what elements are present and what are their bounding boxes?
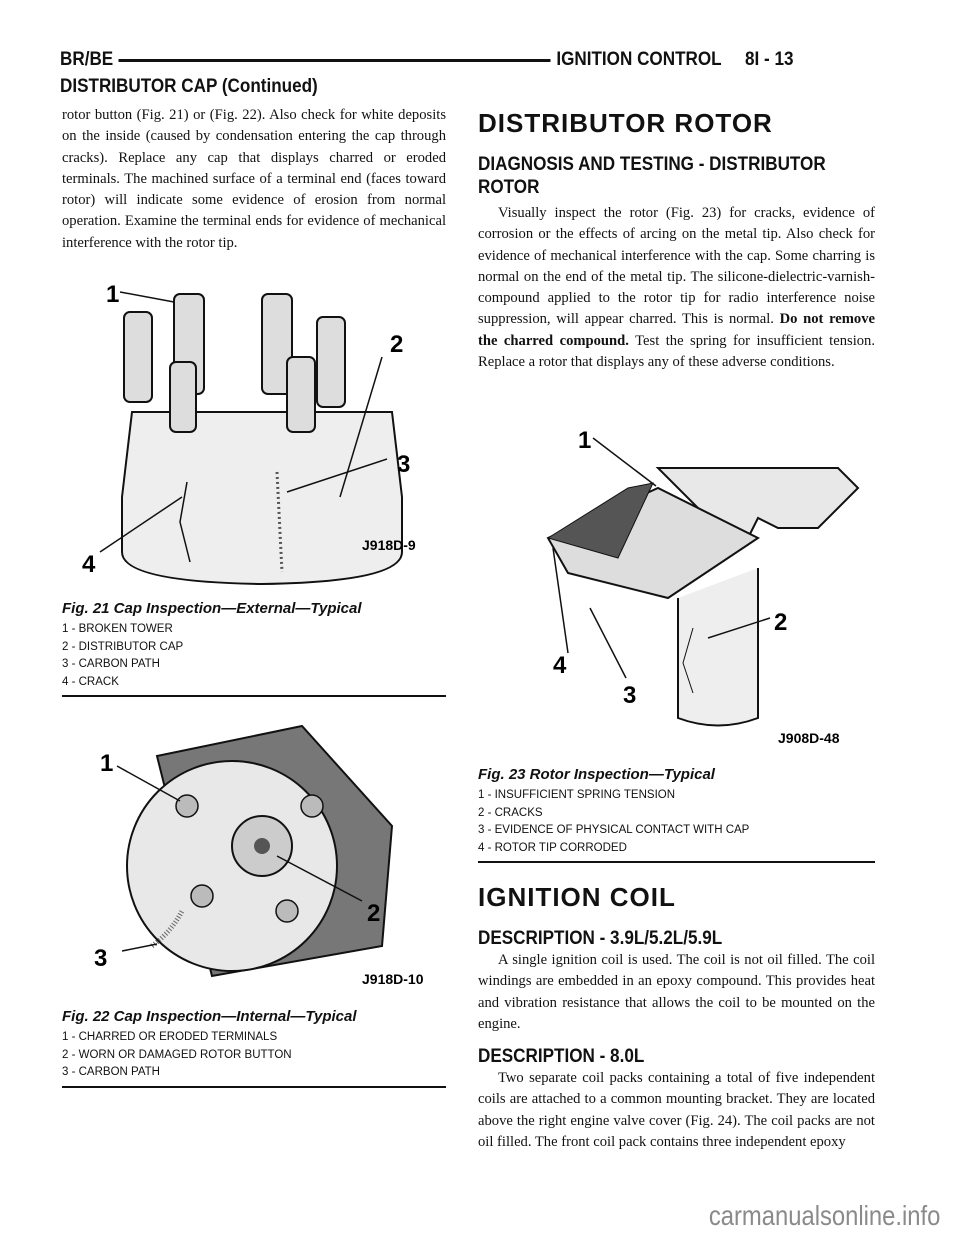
- figure-legend: [478, 787, 875, 857]
- callout-1: 1: [106, 281, 120, 308]
- figure-caption: Fig. 21 Cap Inspection—External—Typical: [62, 600, 362, 617]
- callout-2: 2: [774, 609, 788, 636]
- rotor-paragraph: [478, 203, 875, 373]
- page-header: [60, 48, 794, 72]
- callout-4: 4: [82, 551, 96, 578]
- figure-22: [62, 696, 446, 1088]
- legend-item: 1 - INSUFFICIENT SPRING TENSION: [478, 789, 676, 801]
- legend-item: 3 - CARBON PATH: [62, 1066, 160, 1078]
- heading-description-8l: DESCRIPTION - 8.0L: [478, 1046, 645, 1068]
- figure-legend: [62, 621, 446, 691]
- description-8l-paragraph: Two separate coil packs containing a total of five independent coils are attached to a common mounting bracket. They are located above the right engine valve cover (Fig. 24). The coil packs are not oil filled. The front coil pack contains three independent epoxy: [478, 1070, 875, 1151]
- legend-item: 2 - CRACKS: [478, 806, 543, 819]
- legend-item: 2 - WORN OR DAMAGED ROTOR BUTTON: [62, 1048, 292, 1061]
- rotor-text-end: Test the spring for insufficient tension. Replace a rotor that displays any of these adverse conditions.: [478, 332, 875, 371]
- cap-external-illustration: [62, 272, 446, 588]
- figure-id: J908D-48: [778, 730, 840, 746]
- cap-internal-illustration: [62, 696, 446, 996]
- callout-2: 2: [367, 900, 381, 927]
- figure-id: J918D-10: [362, 971, 424, 987]
- figure-caption: Fig. 22 Cap Inspection—Internal—Typical: [62, 1008, 357, 1025]
- intro-paragraph: rotor button (Fig. 21) or (Fig. 22). Also check for white deposits on the inside (caused by condensation entering the cap through cracks). Replace any cap that displays charred or eroded terminals. The machined surface of a terminal end (faces toward rotor) will indicate some evidence of erosion from normal operation. Examine the terminal ends for evidence of mechanical interference with the rotor tip.: [62, 107, 446, 251]
- callout-3: 3: [623, 682, 637, 709]
- legend-item: 3 - CARBON PATH: [62, 658, 160, 670]
- rotor-text: Visually inspect the rotor (Fig. 23) for cracks, evidence of corrosion or the effects of arcing on the metal tip. Also check for evidence of mechanical interference with the cap. Some charring is normal on the end of the metal tip. The silicone-dielectric-varnish-compound applied to the rotor tip for radio interference noise suppression, will appear charred. This is normal.: [478, 205, 875, 328]
- header-rule: [119, 59, 551, 62]
- heading-diagnosis: DIAGNOSIS AND TESTING - DISTRIBUTOR ROTOR: [478, 154, 826, 198]
- legend-item: 4 - ROTOR TIP CORRODED: [478, 841, 627, 854]
- left-column: [62, 105, 446, 254]
- callout-2: 2: [390, 331, 404, 358]
- legend-item: 3 - EVIDENCE OF PHYSICAL CONTACT WITH CAP: [478, 824, 750, 836]
- legend-item: 1 - BROKEN TOWER: [62, 623, 173, 635]
- callout-1: 1: [100, 750, 114, 777]
- figure-23: [478, 428, 875, 863]
- rotor-illustration: [478, 428, 875, 758]
- figure-21: [62, 272, 446, 697]
- right-column: [478, 108, 875, 373]
- figure-id: J918D-9: [362, 537, 416, 553]
- rotor-warning: Do not remove the charred compound.: [478, 311, 875, 349]
- figure-legend: [62, 1029, 446, 1082]
- continued-heading: DISTRIBUTOR CAP (Continued): [60, 76, 318, 97]
- callout-3: 3: [397, 451, 411, 478]
- figure-caption: Fig. 23 Rotor Inspection—Typical: [478, 766, 715, 783]
- page-number: 8I - 13: [745, 49, 794, 70]
- legend-item: 4 - CRACK: [62, 675, 119, 688]
- callout-3: 3: [94, 945, 108, 972]
- callout-4: 4: [553, 652, 567, 679]
- legend-item: 2 - DISTRIBUTOR CAP: [62, 640, 184, 653]
- figure-rule: [478, 861, 875, 863]
- legend-item: 1 - CHARRED OR ERODED TERMINALS: [62, 1031, 278, 1043]
- ignition-coil-section: [478, 882, 875, 1153]
- description-v8-paragraph: A single ignition coil is used. The coil is not oil filled. The coil windings are embedded in an epoxy compound. This provides heat and vibration resistance that allows the coil to be mounted on the engine.: [478, 952, 875, 1032]
- heading-ignition-coil: IGNITION COIL: [478, 882, 676, 912]
- heading-description-v8: DESCRIPTION - 3.9L/5.2L/5.9L: [478, 928, 723, 949]
- manual-code: BR/BE: [60, 49, 114, 70]
- figure-rule: [62, 1086, 446, 1088]
- section-title: IGNITION CONTROL: [556, 49, 722, 70]
- watermark: carmanualsonline.info: [708, 1200, 940, 1231]
- callout-1: 1: [578, 428, 592, 454]
- heading-distributor-rotor: DISTRIBUTOR ROTOR: [478, 108, 773, 138]
